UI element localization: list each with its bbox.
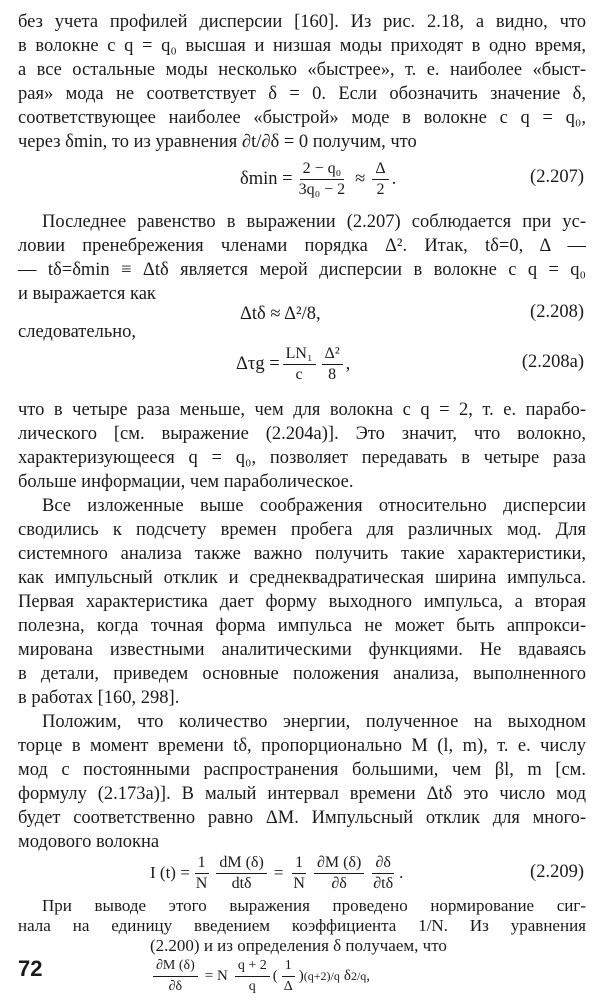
text-line: через δmin, то из уравнения ∂t/∂δ = 0 получим, что — [18, 132, 417, 152]
denominator: Δ — [283, 978, 293, 994]
numerator: 2 − q₀ — [300, 160, 345, 180]
denominator: 2 — [376, 180, 385, 198]
numerator: LN₁ — [283, 345, 316, 365]
eq-tail: . — [399, 863, 404, 882]
numerator: ∂M (δ) — [314, 854, 364, 874]
text-line: сводились к подсчету времен пробега для различных мод. Для — [18, 520, 586, 540]
text-line: лического [см. выражение (2.204а)]. Это значит, что волокно, — [18, 424, 586, 444]
approx-sign: ≈ — [355, 168, 366, 189]
denominator: c — [295, 365, 303, 383]
numerator: 1 — [292, 854, 306, 874]
text-line: — tδ=δmin ≡ Δtδ является мерой дисперсии в волокне с q = q₀ — [18, 260, 586, 280]
fraction — [216, 854, 266, 893]
text-line: нала на единицу введением коэффициента 1/N. Из уравнения — [18, 916, 586, 935]
text-line: а все остальные моды несколько «быстрее», т. е. наиболее «быст- — [18, 60, 586, 80]
numerator: q + 2 — [235, 957, 270, 977]
text-line: Последнее равенство в выражении (2.207) соблюдается при ус- — [42, 212, 586, 232]
equation-number: (2.208) — [530, 302, 584, 322]
equation-number: (2.207) — [530, 167, 584, 187]
text-line: торце в момент времени tδ, пропорционально M (l, m), т. е. числу — [18, 736, 586, 756]
text-line: полезна, когда точная форма импульса не может быть аппрокси- — [18, 616, 586, 636]
denominator: N — [293, 874, 305, 892]
text-line: в работах [160, 298]. — [18, 688, 180, 708]
denominator: ∂δ — [331, 874, 347, 892]
eq-lhs: I (t) = — [150, 863, 190, 882]
denominator: ∂δ — [168, 978, 183, 994]
text-line: рая» мода не соответствует δ = 0. Если обозначить значение δ, — [18, 84, 586, 104]
eq-lhs: Δτg = — [236, 353, 280, 374]
eq-tail: . — [391, 168, 397, 189]
equation-number: (2.208a) — [521, 352, 584, 372]
numerator: ∂δ — [372, 854, 393, 874]
text-line: без учета профилей дисперсии [160]. Из рис. 2.18, а видно, что — [18, 12, 586, 32]
fraction — [370, 854, 396, 893]
fraction — [193, 854, 211, 893]
text-line: При выводе этого выражения проведено нормирование сиг- — [42, 896, 586, 915]
text-line: ловии пренебрежения членами порядка Δ². Итак, tδ=0, Δ — — [18, 236, 586, 256]
fraction — [153, 957, 198, 996]
text-line: системного анализа также важно получить такие характеристики, — [18, 544, 586, 564]
eq-text: Δtδ ≈ Δ²/8, — [240, 303, 321, 324]
equation-2-209 — [150, 852, 403, 894]
eq-lhs: δmin = — [240, 168, 293, 189]
eq-tail: , — [366, 967, 371, 984]
close-paren: ) — [298, 967, 304, 984]
text-line: характеризующееся q = q₀, позволяет передавать в четыре раза — [18, 448, 586, 468]
eq-tail: , — [345, 353, 351, 374]
equation-2-207 — [240, 156, 396, 202]
denominator: q — [248, 978, 256, 994]
text-line: будет соответственно равно ΔM. Импульсный отклик для много- — [18, 808, 586, 828]
text-line: больше информации, чем параболическое. — [18, 472, 354, 492]
text-line: (2.200) и из определения δ получаем, что — [150, 936, 447, 955]
text-line: и выражается как — [18, 284, 156, 304]
equals-sign: = — [273, 863, 284, 882]
denominator: 8 — [328, 365, 337, 383]
fraction — [322, 345, 343, 384]
fraction — [283, 345, 316, 384]
text-line: мод с постоянными распространения большими, чем βl, m [см. — [18, 760, 586, 780]
fraction — [372, 160, 388, 199]
fraction — [235, 957, 270, 996]
delta-symbol: δ — [343, 967, 351, 984]
equation-2-208a — [236, 340, 350, 388]
denominator: N — [195, 874, 208, 892]
numerator: Δ² — [322, 345, 343, 365]
text-line: Положим, что количество энергии, полученное на выходном — [42, 712, 586, 732]
equals-n: = N — [204, 967, 228, 984]
text-line: что в четыре раза меньше, чем для волокна с q = 2, т. е. парабо- — [18, 400, 586, 420]
text-line: модового волокна — [18, 832, 160, 852]
exponent: (q+2)/q — [303, 968, 340, 983]
numerator: 1 — [195, 854, 209, 874]
text-line: соответствующее наиболее «быстрой» моде в волокне с q = q₀, — [18, 108, 586, 128]
numerator: 1 — [282, 957, 295, 977]
fraction — [314, 854, 364, 893]
numerator: dM (δ) — [216, 854, 266, 874]
equation-final — [150, 956, 370, 996]
denominator: dtδ — [231, 874, 252, 892]
text-line: Все изложенные выше соображения относительно дисперсии — [42, 496, 586, 516]
text-line: в волокне с q = q₀ высшая и низшая моды приходят в одно время, — [18, 36, 586, 56]
fraction — [281, 957, 296, 996]
equation-number: (2.209) — [530, 862, 584, 882]
fraction — [290, 854, 308, 893]
text-line: в детали, приведем основные положения анализа, выполненного — [18, 664, 586, 684]
text-line: мирована известными аналитическими функциями. Не вдаваясь — [18, 640, 586, 660]
text-line: формулу (2.173а)]. В малый интервал времени Δtδ это число мод — [18, 784, 586, 804]
open-paren: ( — [272, 967, 278, 984]
denominator: ∂tδ — [373, 874, 394, 892]
exponent: 2/q — [350, 968, 367, 983]
text-line: как импульсный отклик и среднеквадратическая ширина импульса. — [18, 568, 586, 588]
numerator: ∂M (δ) — [153, 957, 198, 977]
page-number: 72 — [18, 956, 43, 981]
denominator: 3q₀ − 2 — [298, 180, 346, 198]
numerator: Δ — [372, 160, 388, 180]
fraction — [296, 160, 349, 199]
connector-text: следовательно, — [18, 322, 137, 342]
text-line: Первая характеристика дает форму выходного импульса, а вторая — [18, 592, 586, 612]
